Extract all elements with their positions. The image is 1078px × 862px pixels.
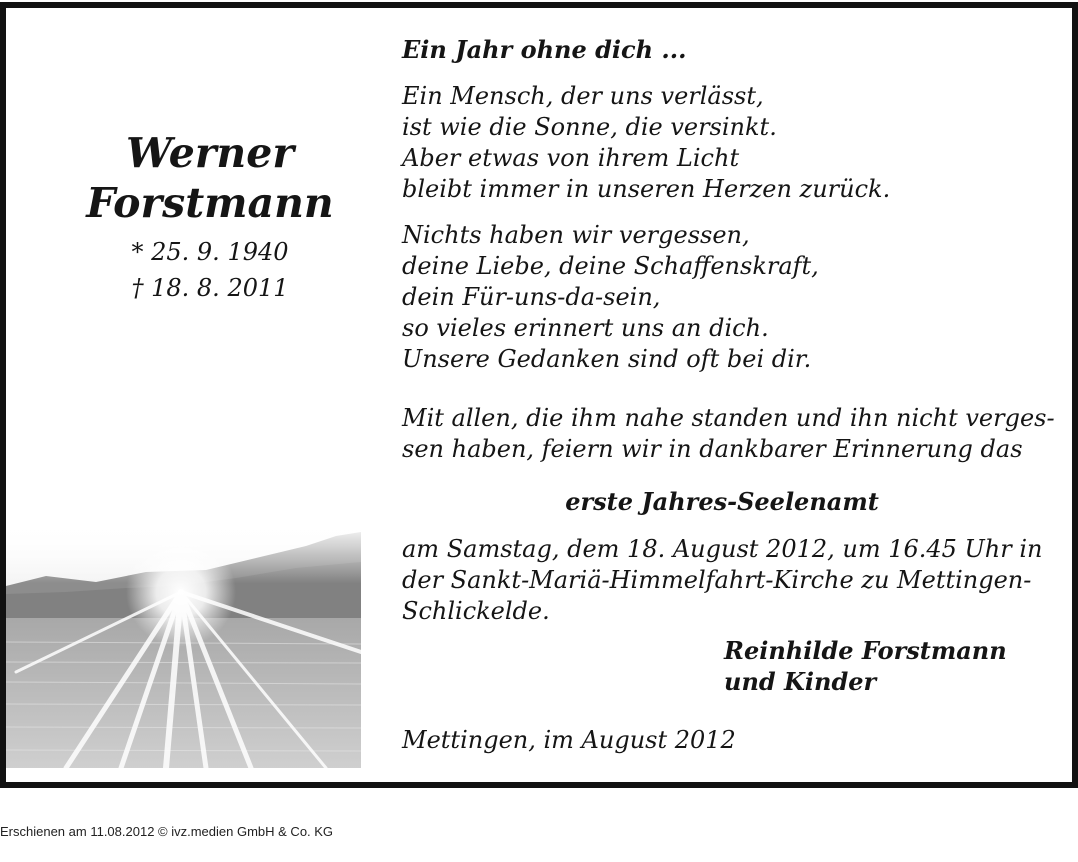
life-dates	[60, 234, 360, 306]
event-details	[402, 534, 1042, 627]
poem-stanza-1	[402, 81, 1042, 205]
poem-line: Unsere Gedanken sind oft bei dir.	[402, 345, 812, 373]
poem-line: dein Für-uns-da-sein,	[402, 283, 661, 311]
deceased-first-name: Werner	[126, 129, 294, 177]
sunset-photo	[6, 522, 361, 768]
poem-line: Ein Mensch, der uns verlässt,	[402, 82, 764, 110]
event-title: erste Jahres-Seelenamt	[565, 487, 879, 516]
signature-line-2: und Kinder	[724, 667, 877, 696]
poem-line: bleibt immer in unseren Herzen zurück.	[402, 175, 891, 203]
poem-line: Aber etwas von ihrem Licht	[402, 144, 740, 172]
detail-line: am Samstag, dem 18. August 2012, um 16.45 Uhr in	[402, 535, 1043, 563]
poem-line: ist wie die Sonne, die versinkt.	[402, 113, 777, 141]
detail-line: Schlickelde.	[402, 597, 550, 625]
poem-line: so vieles erinnert uns an dich.	[402, 314, 769, 342]
birth-date: * 25. 9. 1940	[131, 238, 289, 266]
poem-stanza-2	[402, 220, 1042, 375]
deceased-name	[60, 128, 360, 228]
detail-line: der Sankt-Mariä-Himmelfahrt-Kirche zu Mettingen-	[402, 566, 1032, 594]
publication-footer: Erschienen am 11.08.2012 © ivz.medien GmbH & Co. KG	[0, 824, 334, 839]
announcement-intro	[402, 403, 1055, 465]
signature-line-1: Reinhilde Forstmann	[724, 636, 1007, 665]
intro-line: Mit allen, die ihm nahe standen und ihn nicht verges-	[402, 404, 1055, 432]
intro-line: sen haben, feiern wir in dankbarer Erinnerung das	[402, 435, 1023, 463]
place-date: Mettingen, im August 2012	[402, 726, 736, 754]
death-date: † 18. 8. 2011	[131, 274, 289, 302]
poem-line: Nichts haben wir vergessen,	[402, 221, 750, 249]
poem-line: deine Liebe, deine Schaffenskraft,	[402, 252, 819, 280]
signature	[724, 635, 1044, 697]
sunset-image	[6, 522, 361, 768]
poem-heading: Ein Jahr ohne dich ...	[402, 35, 687, 64]
deceased-last-name: Forstmann	[86, 179, 334, 227]
